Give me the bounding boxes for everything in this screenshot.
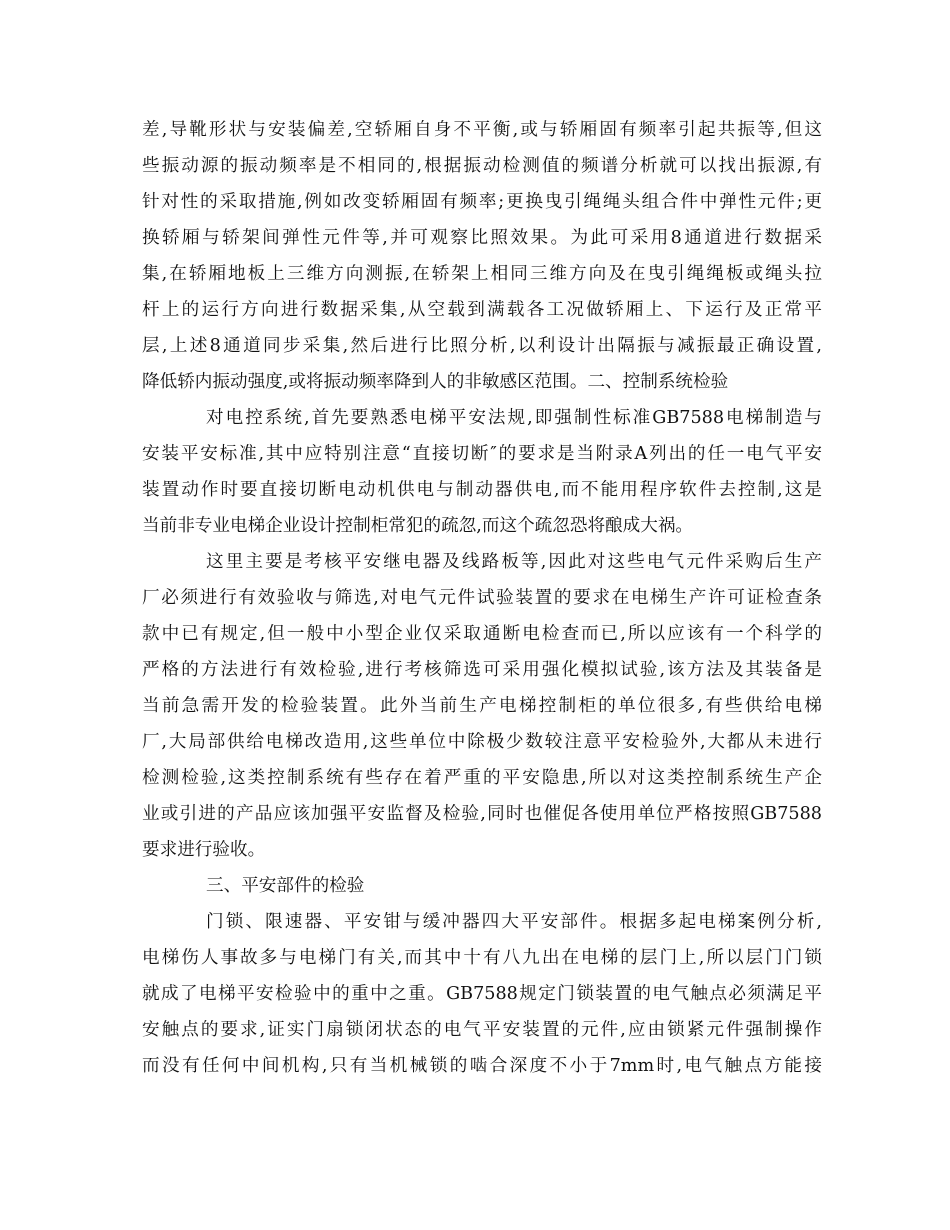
text-line-27: 而没有任何中间机构,只有当机械锁的啮合深度不小于7mm时,电气触点方能接 — [142, 1056, 822, 1076]
text-line-26: 安触点的要求,证实门扇锁闭状态的电气平安装置的元件,应由锁紧元件强制操作 — [142, 1020, 822, 1040]
text-line-8: 降低轿内振动强度,或将振动频率降到人的非敏感区范围。二、控制系统检验 — [142, 372, 729, 392]
text-line-17: 当前急需开发的检验装置。此外当前生产电梯控制柜的单位很多,有些供给电梯 — [142, 696, 822, 716]
text-line-9: 对电控系统,首先要熟悉电梯平安法规,即强制性标准GB7588电梯制造与 — [206, 408, 822, 428]
text-line-2: 些振动源的振动频率是不相同的,根据振动检测值的频谱分析就可以找出振源,有 — [142, 156, 822, 176]
text-line-4: 换轿厢与轿架间弹性元件等,并可观察比照效果。为此可采用8通道进行数据采 — [142, 228, 822, 248]
text-line-14: 厂必须进行有效验收与筛选,对电气元件试验装置的要求在电梯生产许可证检查条 — [142, 588, 822, 608]
text-line-12: 当前非专业电梯企业设计控制柜常犯的疏忽,而这个疏忽恐将酿成大祸。 — [142, 516, 694, 536]
section-heading-3: 三、平安部件的检验 — [206, 876, 365, 896]
text-line-11: 装置动作时要直接切断电动机供电与制动器供电,而不能用程序软件去控制,这是 — [142, 480, 822, 500]
body-text — [142, 112, 822, 1084]
text-line-20: 业或引进的产品应该加强平安监督及检验,同时也催促各使用单位严格按照GB7588 — [142, 804, 822, 824]
text-line-5: 集,在轿厢地板上三维方向测振,在轿架上相同三维方向及在曳引绳绳板或绳头拉 — [142, 264, 822, 284]
text-line-23: 门锁、限速器、平安钳与缓冲器四大平安部件。根据多起电梯案例分析, — [206, 912, 822, 932]
text-line-25: 就成了电梯平安检验中的重中之重。GB7588规定门锁装置的电气触点必须满足平 — [142, 984, 822, 1004]
text-line-1: 差,导靴形状与安装偏差,空轿厢自身不平衡,或与轿厢固有频率引起共振等,但这 — [142, 120, 822, 140]
text-line-3: 针对性的采取措施,例如改变轿厢固有频率;更换曳引绳绳头组合件中弹性元件;更 — [142, 192, 822, 212]
text-line-24: 电梯伤人事故多与电梯门有关,而其中十有八九出在电梯的层门上,所以层门门锁 — [142, 948, 822, 968]
text-line-19: 检测检验,这类控制系统有些存在着严重的平安隐患,所以对这类控制系统生产企 — [142, 768, 822, 788]
text-line-21: 要求进行验收。 — [142, 840, 266, 860]
text-line-7: 层,上述8通道同步采集,然后进行比照分析,以利设计出隔振与减振最正确设置, — [142, 336, 822, 356]
text-line-16: 严格的方法进行有效检验,进行考核筛选可采用强化模拟试验,该方法及其装备是 — [142, 660, 822, 680]
text-line-13: 这里主要是考核平安继电器及线路板等,因此对这些电气元件采购后生产 — [206, 552, 822, 572]
text-line-6: 杆上的运行方向进行数据采集,从空载到满载各工况做轿厢上、下运行及正常平 — [142, 300, 822, 320]
text-line-18: 厂,大局部供给电梯改造用,这些单位中除极少数较注意平安检验外,大都从未进行 — [142, 732, 822, 752]
text-line-15: 款中已有规定,但一般中小型企业仅采取通断电检查而已,所以应该有一个科学的 — [142, 624, 822, 644]
text-line-10: 安装平安标准,其中应特别注意“直接切断″的要求是当附录A列出的任一电气平安 — [142, 444, 822, 464]
